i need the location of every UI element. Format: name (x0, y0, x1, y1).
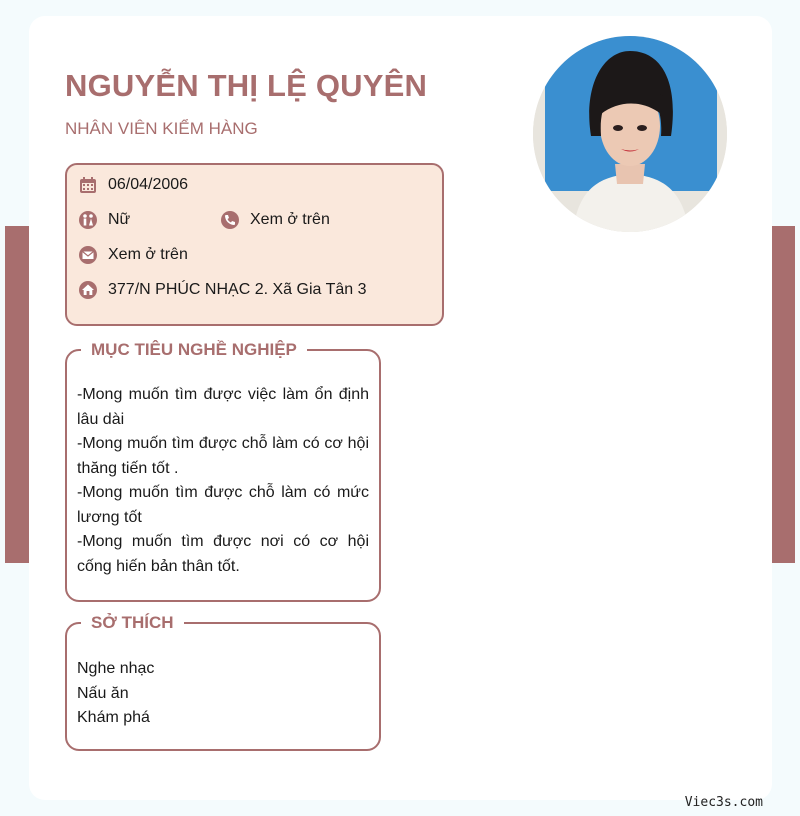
phone-icon (220, 210, 240, 230)
objective-text (77, 383, 369, 579)
objective-line: -Mong muốn tìm được chỗ làm có mức lương tốt (77, 484, 369, 526)
calendar-icon (78, 175, 98, 195)
address-row (78, 280, 366, 300)
email-row (78, 245, 188, 265)
birthday-value: 06/04/2006 (108, 176, 189, 193)
envelope-icon (78, 245, 98, 265)
home-icon (78, 280, 98, 300)
left-accent-bar (5, 226, 29, 563)
list-item: Nấu ăn (77, 684, 129, 702)
candidate-name: NGUYỄN THỊ LỆ QUYÊN (65, 68, 428, 103)
objective-line: -Mong muốn tìm được nơi có cơ hội cống hiến bản thân tốt. (77, 533, 369, 575)
objective-line: -Mong muốn tìm được chỗ làm có cơ hội thăng tiến tốt . (77, 435, 369, 477)
list-item: Khám phá (77, 709, 150, 726)
hobbies-section (65, 613, 381, 751)
hobbies-list (77, 657, 369, 731)
avatar (533, 36, 727, 232)
career-objective-section (65, 340, 381, 602)
gender-row (78, 210, 130, 230)
section-title: MỤC TIÊU NGHỀ NGHIỆP (81, 338, 307, 362)
birthday-row (78, 175, 188, 195)
phone-row (220, 210, 330, 230)
job-title: NHÂN VIÊN KIỂM HÀNG (65, 119, 258, 138)
gender-value: Nữ (108, 211, 131, 228)
list-item: Nghe nhạc (77, 660, 155, 677)
right-accent-bar (771, 226, 795, 563)
section-title: SỞ THÍCH (81, 611, 184, 635)
address-value: 377/N PHÚC NHẠC 2. Xã Gia Tân 3 (108, 281, 367, 298)
gender-icon (78, 210, 98, 230)
contact-info-box (65, 163, 444, 326)
objective-line: -Mong muốn tìm được việc làm ổn định lâu dài (77, 386, 369, 428)
phone-value: Xem ở trên (250, 211, 330, 228)
watermark: Viec3s.com (684, 795, 763, 810)
profile-photo (533, 36, 727, 232)
email-value: Xem ở trên (108, 246, 188, 263)
